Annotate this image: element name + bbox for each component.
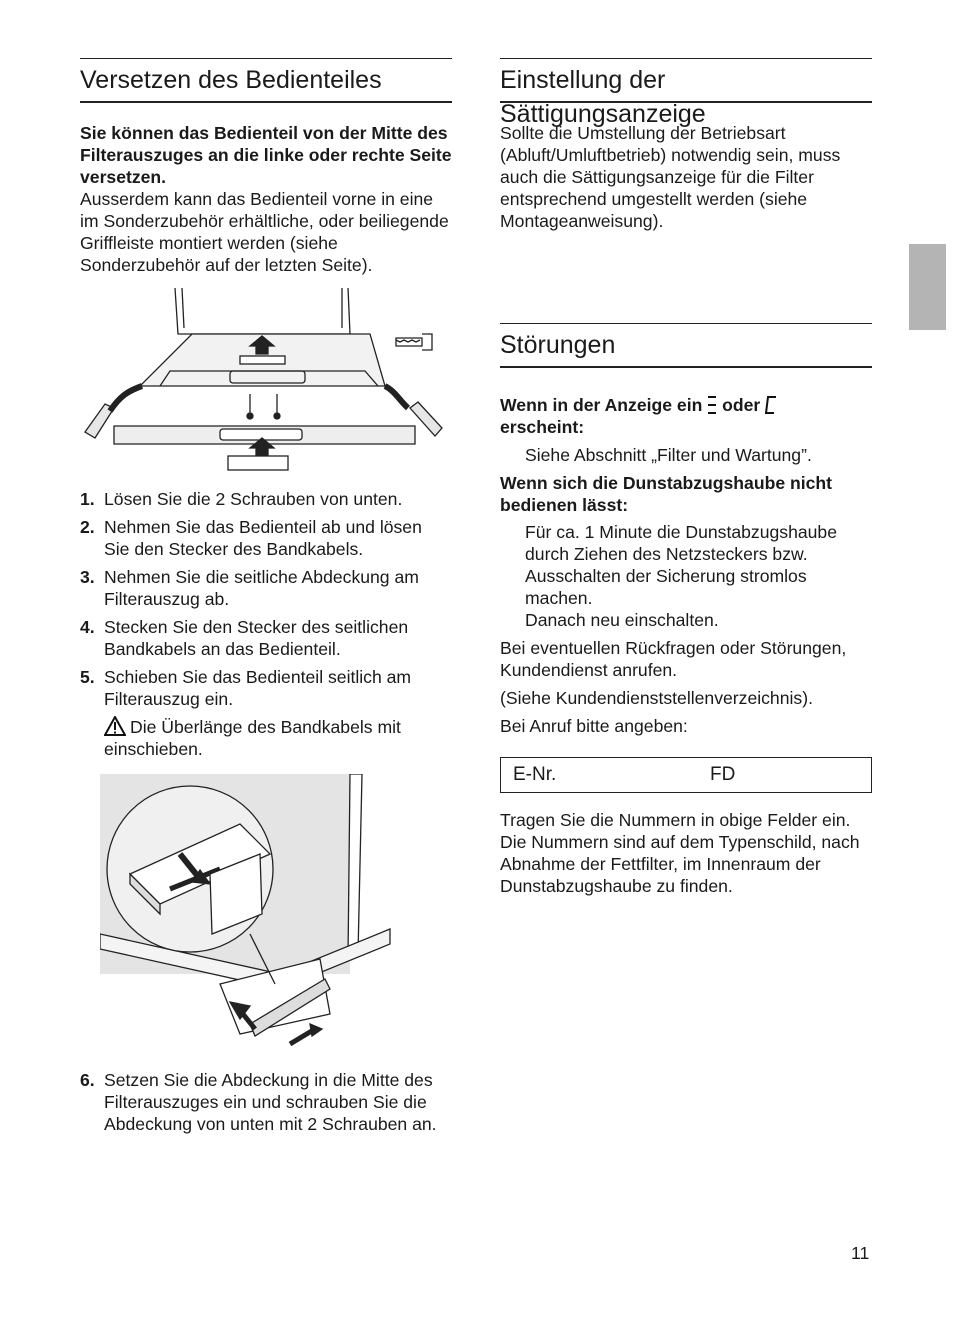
typeplate-text: Tragen Sie die Nummern in obige Felder ein. Die Nummern sind auf dem Typenschild, nach Abnahme der Fettfilter, im Innenraum der Dunstabzugshaube zu finden.: [500, 810, 860, 896]
page-number: 11: [851, 1243, 870, 1263]
section-heading-stoerungen: Störungen: [500, 323, 872, 368]
illustration-slide-in-panel: [100, 774, 392, 1058]
illustration-control-panel-removal: [80, 286, 452, 472]
list-item: 4. Stecken Sie den Stecker des seitlichen Bandkabels an das Bedienteil.: [80, 617, 409, 659]
answer-not-operable: Für ca. 1 Minute die Dunstabzugshaube durch Ziehen des Netzsteckers bzw. Ausschalten der Sicherung stromlos machen.: [525, 522, 837, 608]
enr-label: E-Nr.: [513, 764, 557, 785]
warning-triangle-icon: [104, 716, 126, 736]
question-display: Wenn in der Anzeige ein oder erscheint:: [500, 394, 872, 438]
answer-reconnect: Danach neu einschalten.: [525, 610, 719, 630]
side-tab-marker: [909, 244, 946, 330]
steps-list-continued: [80, 1069, 452, 1135]
warning-note: Die Überlänge des Bandkabels mit einschieben.: [104, 717, 401, 759]
saettigung-text: Sollte die Umstellung der Betriebsart (Abluft/Umluftbetrieb) notwendig sein, muss auch die Sättigungsanzeige für die Filter entsprechend umgestellt werden (siehe Montageanweisung).: [500, 123, 841, 231]
intro-bold-text: Sie können das Bedienteil von der Mitte des Filterauszuges an die linke oder rechte Seite versetzen.: [80, 123, 452, 187]
list-item: 3. Nehmen Sie die seitliche Abdeckung am Filterauszug ab.: [80, 567, 419, 609]
list-item: 6. Setzen Sie die Abdeckung in die Mitte des Filterauszuges ein und schrauben Sie die Abdeckung von unten mit 2 Schrauben an.: [80, 1070, 437, 1134]
fd-label: FD: [710, 764, 736, 785]
display-segment-c-icon: [765, 396, 777, 414]
list-item: 2. Nehmen Sie das Bedienteil ab und lösen Sie den Stecker des Bandkabels.: [80, 517, 422, 559]
section-heading-versetzen: Versetzen des Bedienteiles: [80, 58, 452, 103]
enr-fd-box: [500, 757, 872, 793]
section-heading-saettigung: Einstellung der Sättigungsanzeige: [500, 58, 872, 103]
service-text: Bei eventuellen Rückfragen oder Störungen, Kundendienst anrufen.: [500, 638, 847, 680]
question-not-operable: Wenn sich die Dunstabzugshaube nicht bedienen lässt:: [500, 473, 833, 515]
display-segment-e-icon: [707, 396, 717, 414]
list-item: 1. Lösen Sie die 2 Schrauben von unten.: [80, 489, 403, 509]
call-info-text: Bei Anruf bitte angeben:: [500, 716, 688, 736]
steps-list: [80, 488, 452, 760]
intro-text: Ausserdem kann das Bedienteil vorne in eine im Sonderzubehör erhältliche, oder beiliegende Griffleiste montiert werden (siehe Sonderzubehör auf der letzten Seite).: [80, 189, 449, 275]
service-directory-text: (Siehe Kundendienststellenverzeichnis).: [500, 688, 813, 708]
answer-display: Siehe Abschnitt „Filter und Wartung”.: [525, 445, 812, 465]
list-item: 5. Schieben Sie das Bedienteil seitlich am Filterauszug ein.: [80, 667, 412, 709]
